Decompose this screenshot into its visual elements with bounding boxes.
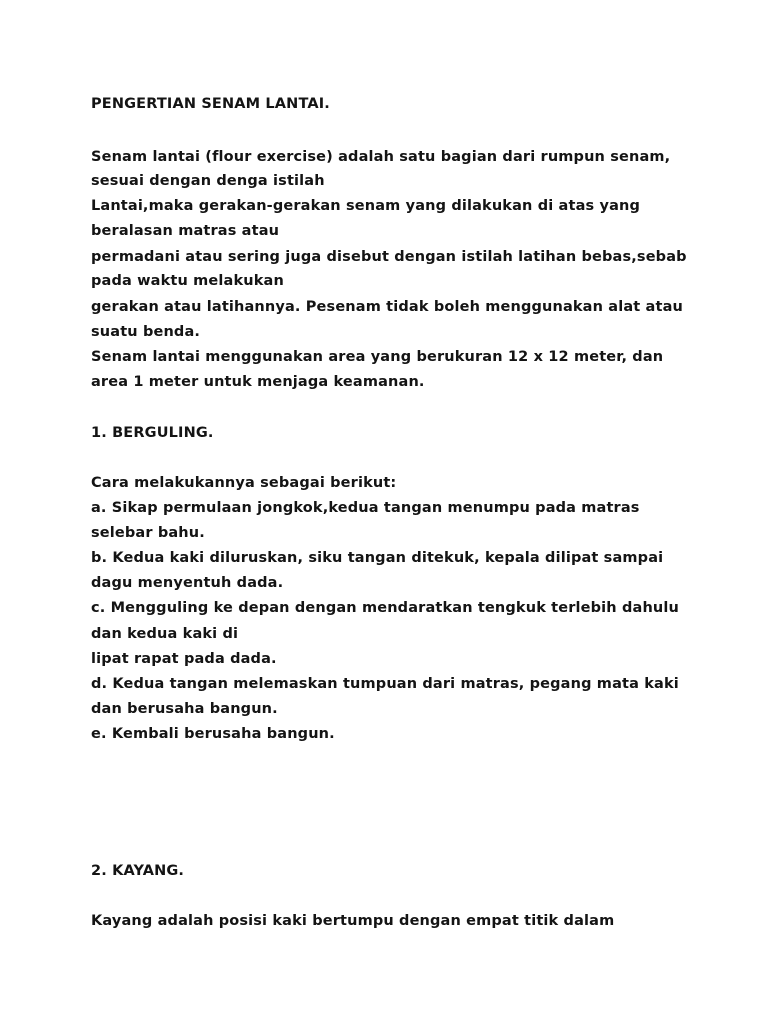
section-heading-kayang: 2. KAYANG. xyxy=(91,863,185,879)
intro-line: area 1 meter untuk menjaga keamanan. xyxy=(91,374,425,390)
section-heading-berguling: 1. BERGULING. xyxy=(91,425,214,441)
section1-line: selebar bahu. xyxy=(91,525,205,541)
section1-line: dagu menyentuh dada. xyxy=(91,575,284,591)
document-title: PENGERTIAN SENAM LANTAI. xyxy=(91,96,330,112)
intro-line: suatu benda. xyxy=(91,324,201,340)
intro-line: gerakan atau latihannya. Pesenam tidak boleh menggunakan alat atau xyxy=(91,299,683,315)
section1-line: Cara melakukannya sebagai berikut: xyxy=(91,475,397,491)
intro-line: Senam lantai (flour exercise) adalah satu bagian dari rumpun senam, xyxy=(91,149,671,165)
section1-line: b. Kedua kaki diluruskan, siku tangan ditekuk, kepala dilipat sampai xyxy=(91,550,664,566)
intro-line: permadani atau sering juga disebut dengan istilah latihan bebas,sebab xyxy=(91,249,687,265)
section1-line: e. Kembali berusaha bangun. xyxy=(91,726,335,742)
intro-line: Senam lantai menggunakan area yang berukuran 12 x 12 meter, dan xyxy=(91,349,664,365)
intro-line: sesuai dengan denga istilah xyxy=(91,173,325,189)
section1-line: lipat rapat pada dada. xyxy=(91,651,277,667)
section2-line: Kayang adalah posisi kaki bertumpu dengan empat titik dalam xyxy=(91,913,615,929)
intro-line: pada waktu melakukan xyxy=(91,273,284,289)
section1-line: a. Sikap permulaan jongkok,kedua tangan menumpu pada matras xyxy=(91,500,640,516)
section1-line: dan berusaha bangun. xyxy=(91,701,278,717)
intro-line: beralasan matras atau xyxy=(91,223,280,239)
section1-line: c. Mengguling ke depan dengan mendaratkan tengkuk terlebih dahulu xyxy=(91,600,679,616)
intro-line: Lantai,maka gerakan-gerakan senam yang dilakukan di atas yang xyxy=(91,198,641,214)
section1-line: dan kedua kaki di xyxy=(91,626,239,642)
section1-line: d. Kedua tangan melemaskan tumpuan dari matras, pegang mata kaki xyxy=(91,676,679,692)
